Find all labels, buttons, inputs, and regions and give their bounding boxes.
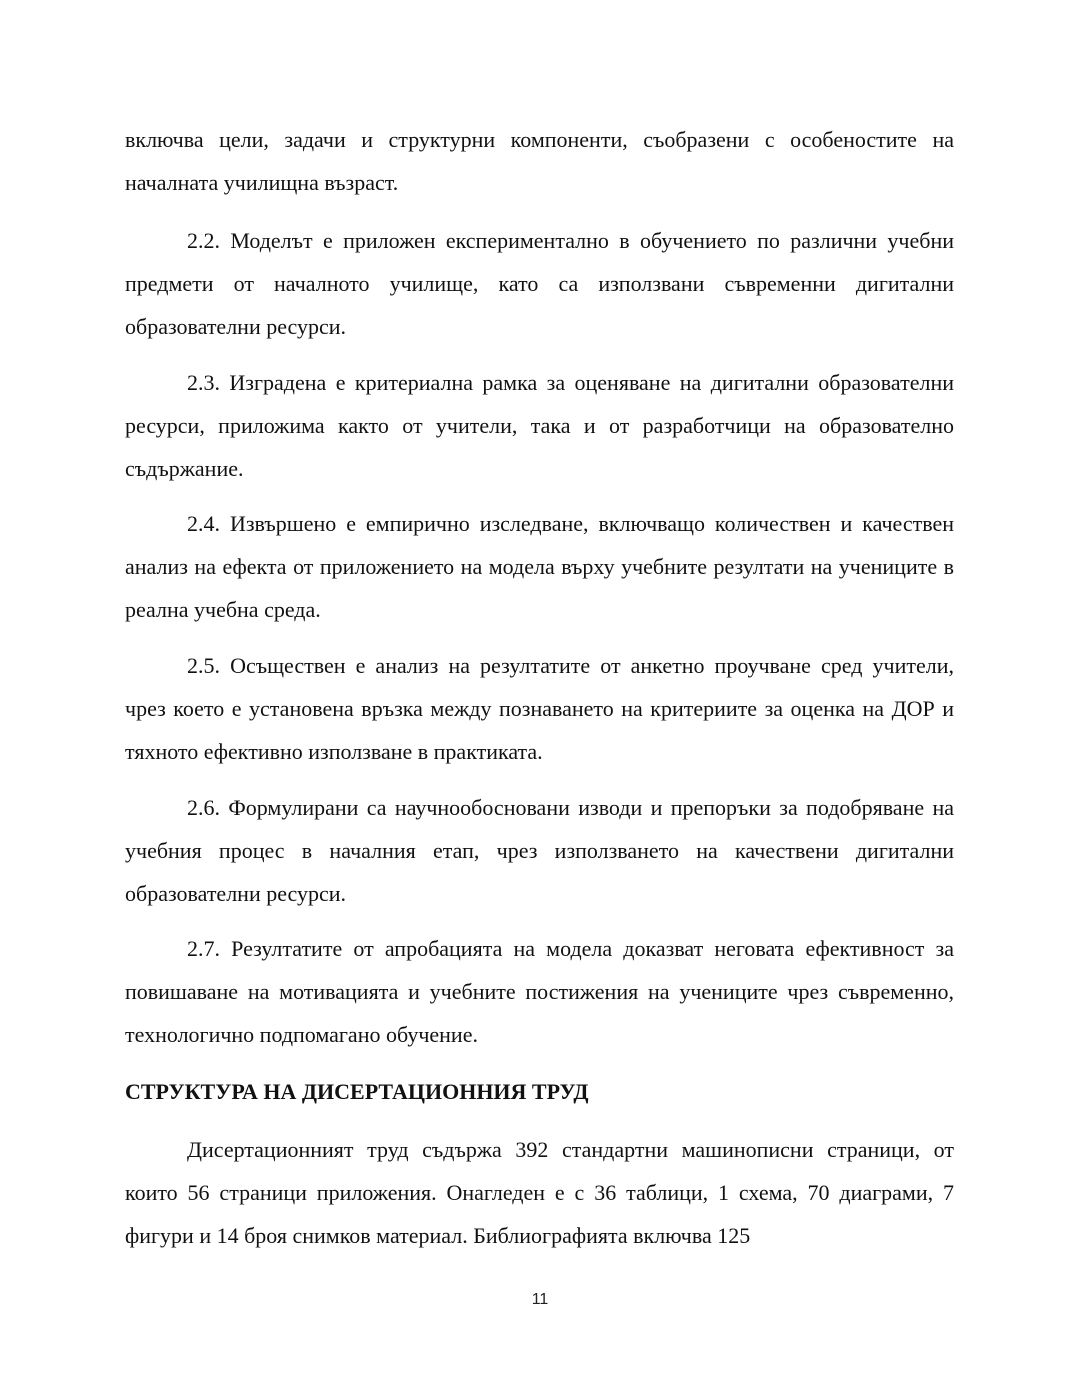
item-2-5-paragraph: 2.5. Осъществен е анализ на резултатите от анкетно проучване сред учители, чрез което е установена връзка между познаването на критериите за оценка на ДОР и тяхното ефективно използване в практиката. xyxy=(125,653,954,764)
item-2-2-paragraph: 2.2. Моделът е приложен експериментално в обучението по различни учебни предмети от началното училище, като са използвани съвременни дигитални образователни ресурси. xyxy=(125,228,954,339)
intro-continuation-paragraph: включва цели, задачи и структурни компоненти, съобразени с особеностите на началната училищна възраст. xyxy=(125,127,954,195)
item-2-7-paragraph: 2.7. Резултатите от апробацията на модела доказват неговата ефективност за повишаване на мотивацията и учебните постижения на учениците чрез съвременно, технологично подпомагано обучение. xyxy=(125,936,954,1047)
item-2-4-paragraph: 2.4. Извършено е емпирично изследване, включващо количествен и качествен анализ на ефекта от приложението на модела върху учебните резултати на учениците в реална учебна среда. xyxy=(125,511,954,622)
structure-paragraph: Дисертационният труд съдържа 392 стандартни машинописни страници, от които 56 страници приложения. Онагледен е с 36 таблици, 1 схема, 70 диаграми, 7 фигури и 14 броя снимков материал. Библиографията включва 125 xyxy=(125,1137,954,1248)
page-number: 11 xyxy=(531,1291,549,1308)
section-heading: СТРУКТУРА НА ДИСЕРТАЦИОННИЯ ТРУД xyxy=(125,1079,589,1104)
item-2-6-paragraph: 2.6. Формулирани са научнообосновани изводи и препоръки за подобряване на учебния процес в началния етап, чрез използването на качествени дигитални образователни ресурси. xyxy=(125,795,954,906)
item-2-3-paragraph: 2.3. Изградена е критериална рамка за оценяване на дигитални образователни ресурси, приложима както от учители, така и от разработчици на образователно съдържание. xyxy=(125,370,954,481)
